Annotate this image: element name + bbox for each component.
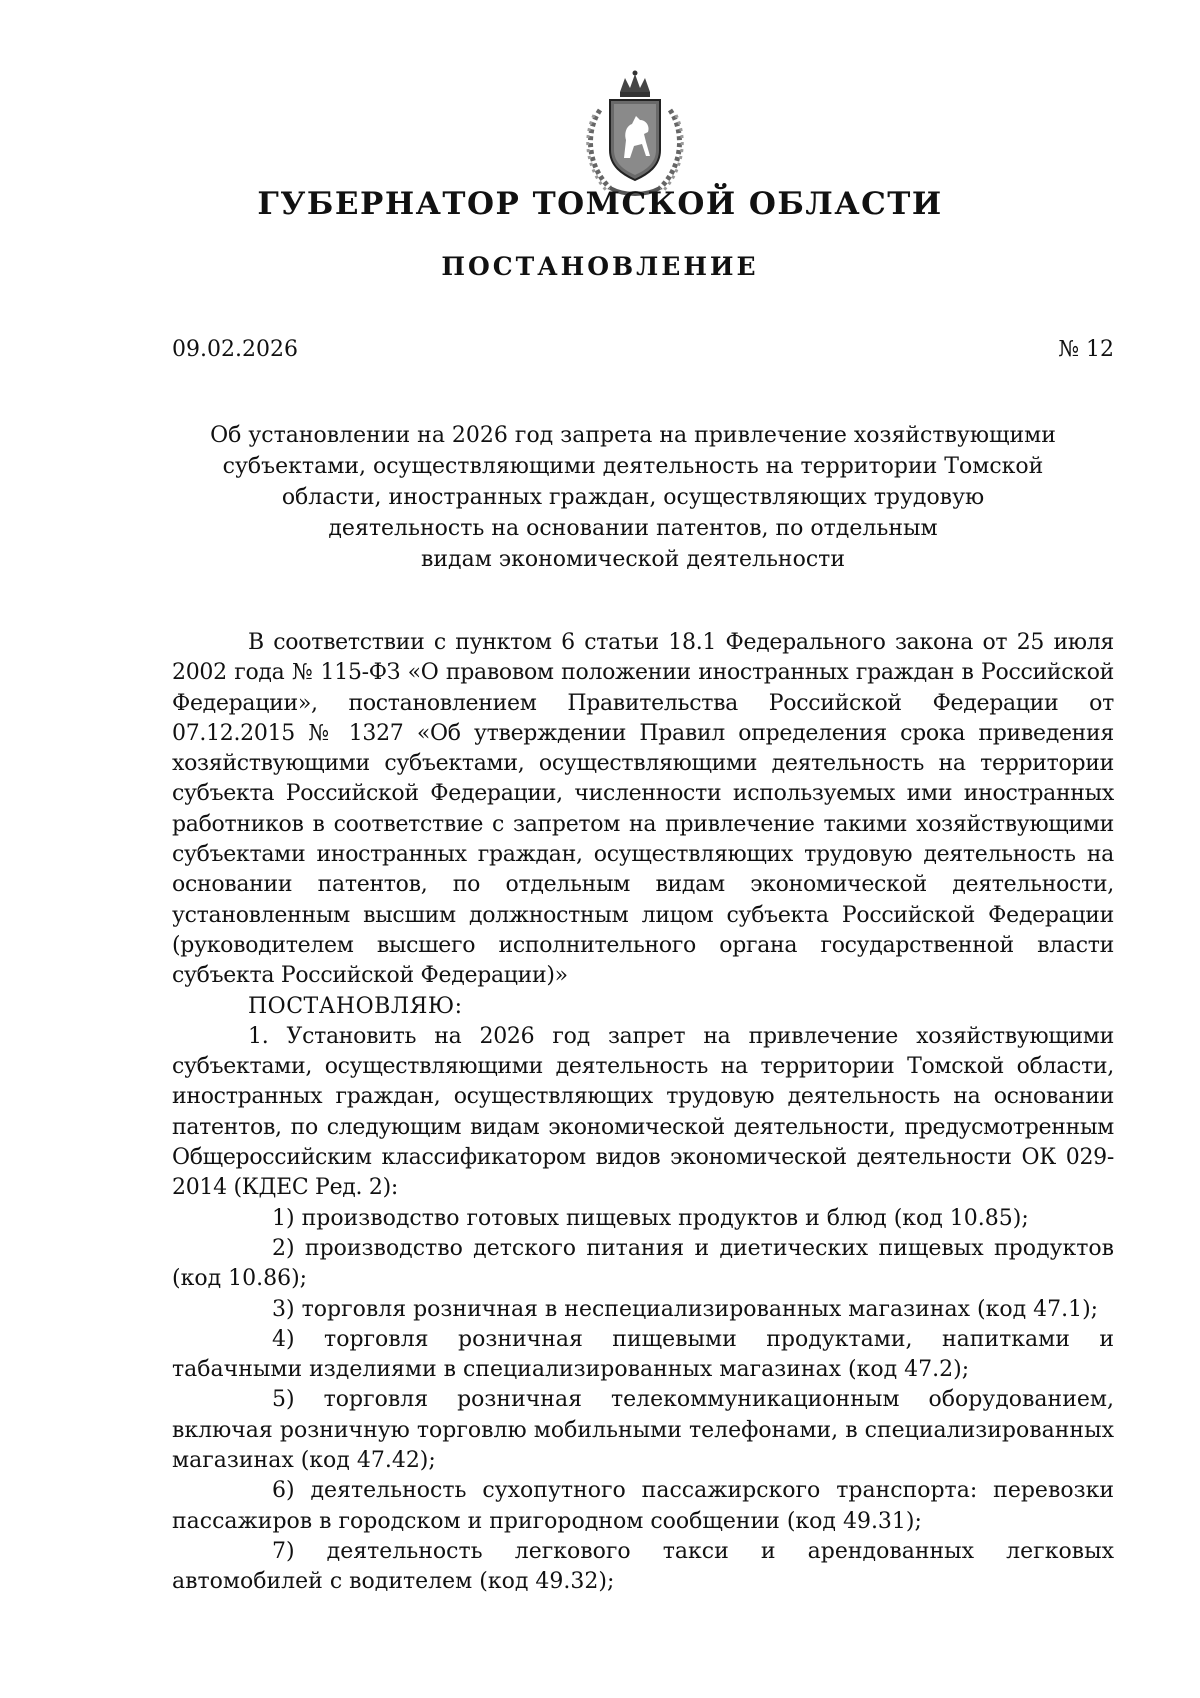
subject-line: субъектами, осуществляющими деятельность на территории Томской [222,454,1044,479]
document-body [172,628,1114,1598]
subject-line: деятельность на основании патентов, по отдельным [328,516,938,541]
list-item: 2) производство детского питания и диетических пищевых продуктов (код 10.86); [172,1235,1114,1292]
list-item: 7) деятельность легкового такси и арендованных легковых автомобилей с водителем (код 49.32); [172,1538,1114,1595]
coat-of-arms-icon [580,70,690,200]
document-date: 09.02.2026 [172,337,298,362]
document-number: № 12 [1058,337,1114,362]
org-title: ГУБЕРНАТОР ТОМСКОЙ ОБЛАСТИ [257,186,943,222]
document-subject [160,420,1106,575]
list-item: 6) деятельность сухопутного пассажирского транспорта: перевозки пассажиров в городском и пригородном сообщении (код 49.31); [172,1478,1114,1534]
subject-line: области, иностранных граждан, осуществляющих трудовую [281,485,985,510]
preamble-paragraph: В соответствии с пунктом 6 статьи 18.1 Федерального закона от 25 июля 2002 года № 115-ФЗ «О правовом положении иностранных граждан в Российской Федерации», постановлением Правительства Российской Федерации от 07.12.2015 № 1327 «Об утверждении Правил определения срока приведения хозяйствующими субъектами, осуществляющими деятельность на территории субъекта Российской Федерации, численности используемых ими иностранных работников в соответствие с запретом на привлечение такими хозяйствующими субъектами иностранных граждан, осуществляющих трудовую деятельность на основании патентов, по отдельным видам экономической деятельности, установленным высшим должностным лицом субъекта Российской Федерации (руководителем высшего исполнительного органа государственной власти субъекта Российской Федерации)» [172,630,1114,989]
document-type: ПОСТАНОВЛЕНИЕ [441,252,759,281]
list-item: 4) торговля розничная пищевыми продуктами, напитками и табачными изделиями в специализированных магазинах (код 47.2); [172,1326,1114,1383]
list-item: 1) производство готовых пищевых продуктов и блюд (код 10.85); [272,1205,1029,1231]
list-item: 5) торговля розничная телекоммуникационным оборудованием, включая розничную торговлю мобильными телефонами, в специализированных магазинах (код 47.42); [172,1387,1114,1474]
subject-line: Об установлении на 2026 год запрета на привлечение хозяйствующими [210,423,1056,448]
decree-word: ПОСТАНОВЛЯЮ: [248,993,463,1019]
list-item: 3) торговля розничная в неспециализированных магазинах (код 47.1); [272,1296,1099,1322]
point-1-paragraph: 1. Установить на 2026 год запрет на привлечение хозяйствующими субъектами, осуществляющими деятельность на территории Томской области, иностранных граждан, осуществляющих трудовую деятельность на основании патентов, по следующим видам экономической деятельности, предусмотренным Общероссийским классификатором видов экономической деятельности ОК 029-2014 (КДЕС Ред. 2): [172,1023,1114,1201]
subject-line: видам экономической деятельности [420,547,845,572]
